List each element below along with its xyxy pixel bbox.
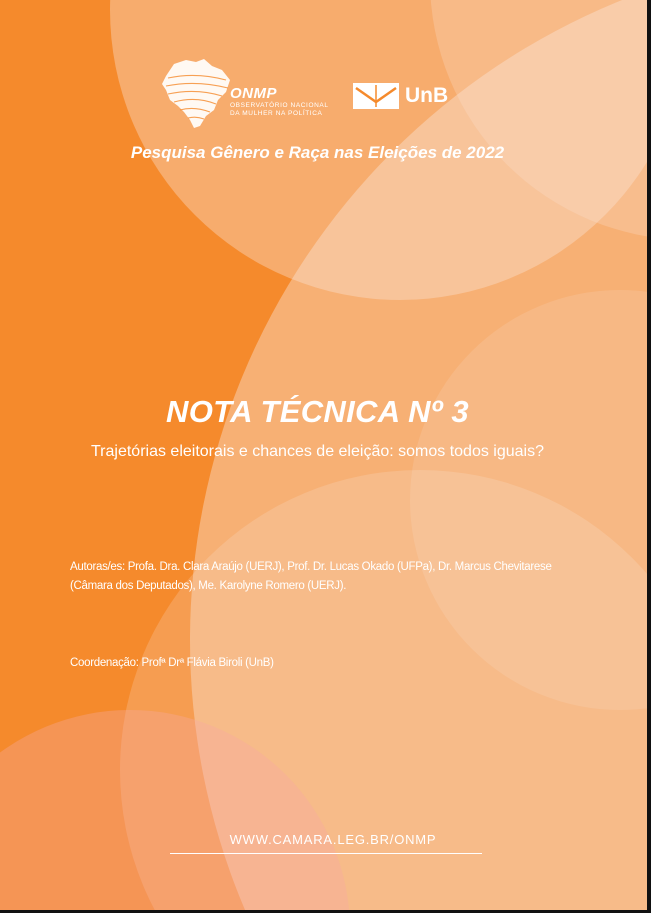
onmp-subtitle-line2: DA MULHER NA POLÍTICA (230, 110, 323, 117)
unb-logo-text: UnB (405, 84, 449, 107)
coordination-text: Coordenação: Profª Drª Flávia Biroli (UnB) (70, 657, 274, 669)
authors-line-1: Autoras/es: Profa. Dra. Clara Araújo (UERJ), Prof. Dr. Lucas Okado (UFPa), Dr. Marcus Chevitarese (70, 561, 552, 573)
page-title: NOTA TÉCNICA Nº 3 (166, 394, 469, 429)
authors-block (70, 558, 570, 596)
footer-divider (170, 853, 482, 854)
onmp-logo-text (230, 86, 329, 118)
brazil-map-icon (160, 56, 232, 130)
unb-emblem-icon (352, 82, 400, 110)
page-edge-right (647, 0, 651, 913)
authors-line-2: (Câmara dos Deputados), Me. Karolyne Romero (UERJ). (70, 580, 347, 592)
page-subtitle: Trajetórias eleitorais e chances de eleição: somos todos iguais? (91, 443, 544, 460)
onmp-subtitle-line1: OBSERVATÓRIO NACIONAL (230, 102, 329, 109)
research-subtitle: Pesquisa Gênero e Raça nas Eleições de 2022 (130, 143, 505, 162)
onmp-name: ONMP (230, 85, 277, 102)
website-link[interactable]: WWW.CAMARA.LEG.BR/ONMP (229, 832, 437, 847)
